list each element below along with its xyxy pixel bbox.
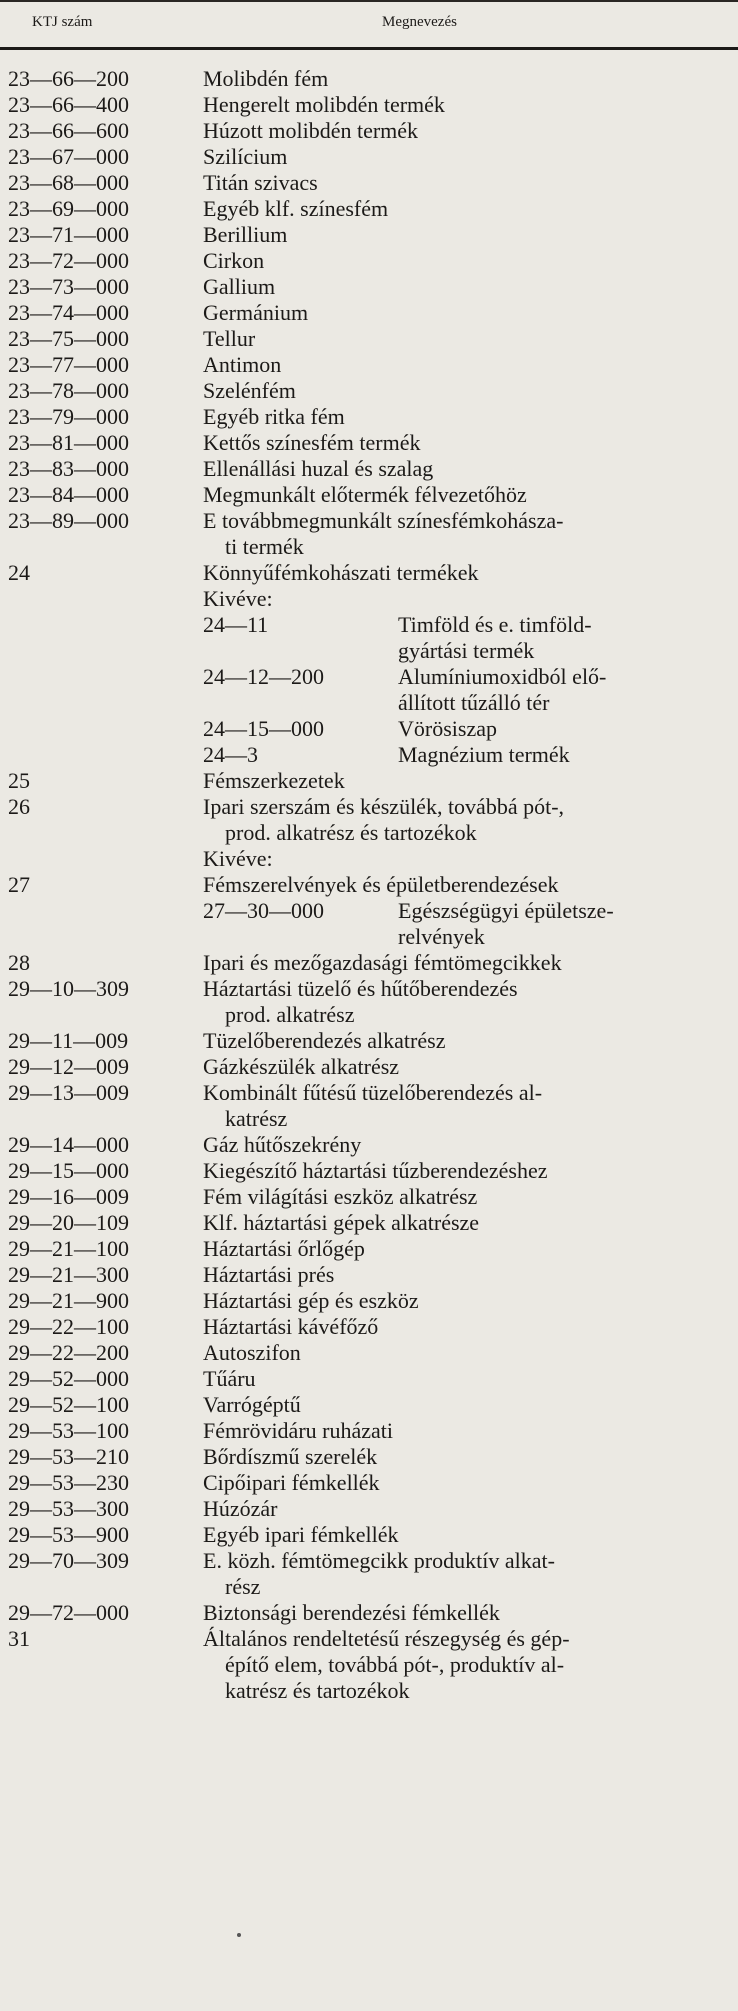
ktj-code: 29—52—000 [8,1366,129,1391]
item-name-line: rész [225,1574,261,1599]
header-code-column: KTJ szám [32,14,93,30]
item-name [203,846,703,872]
table-row [0,794,738,846]
item-name [203,326,703,352]
ktj-code: 23—75—000 [8,326,129,351]
item-name [203,378,703,404]
ktj-code: 23—66—600 [8,118,129,143]
item-name [203,456,703,482]
item-name [203,1600,703,1626]
table-row [0,1288,738,1314]
item-name-line: Egyéb klf. színesfém [203,196,389,221]
item-name [203,1548,703,1600]
item-name [203,508,703,560]
table-row [0,118,738,144]
table-row [0,196,738,222]
item-name [398,612,703,664]
item-name-line: állított tűzálló tér [398,690,550,715]
item-name-line: Gázkészülék alkatrész [203,1054,400,1079]
ktj-code: 23—81—000 [8,430,129,455]
item-name-line: E. közh. fémtömegcikk produktív alkat- [203,1548,555,1573]
ktj-code: 24—15—000 [203,716,324,741]
item-name-line: Antimon [203,352,282,377]
table-row [0,404,738,430]
item-name [203,1028,703,1054]
ktj-code: 23—68—000 [8,170,129,195]
item-name [203,1366,703,1392]
ktj-code: 29—15—000 [8,1158,129,1183]
item-name [203,482,703,508]
table-row [0,352,738,378]
item-name-line: Cirkon [203,248,265,273]
item-name [203,300,703,326]
ktj-code: 24—12—200 [203,664,324,689]
item-name [203,222,703,248]
ktj-code: 23—84—000 [8,482,129,507]
table-row [0,222,738,248]
table-row [0,1470,738,1496]
item-name-line: Alumíniumoxidból elő- [398,664,607,689]
item-name [203,1210,703,1236]
item-name-line: Általános rendeltetésű részegység és gép- [203,1626,570,1651]
item-name-line: Kombinált fűtésű tüzelőberendezés al- [203,1080,543,1105]
item-name-line: Kiegészítő háztartási tűzberendezéshez [203,1158,548,1183]
item-name-line: Ipari szerszám és készülék, továbbá pót-, [203,794,565,819]
item-name [203,1184,703,1210]
table-row [0,1496,738,1522]
table-row [0,586,738,612]
table-row [0,482,738,508]
table-row [0,1236,738,1262]
table-row [0,1132,738,1158]
ktj-code: 23—72—000 [8,248,129,273]
item-name-line: Szelénfém [203,378,296,403]
table-row [0,378,738,404]
item-name-line: katrész [225,1106,288,1131]
ktj-code: 26 [8,794,30,819]
item-name-line: Háztartási prés [203,1262,335,1287]
item-name-line: Egészségügyi épületsze- [398,898,614,923]
ktj-code: 23—74—000 [8,300,129,325]
item-name-line: Kivéve: [203,846,273,871]
ktj-code: 23—73—000 [8,274,129,299]
ktj-code: 29—21—100 [8,1236,129,1261]
ktj-code: 29—16—009 [8,1184,129,1209]
item-name-line: Egyéb ipari fémkellék [203,1522,399,1547]
item-name [203,196,703,222]
table-row [0,1366,738,1392]
item-name [203,560,703,586]
item-name [203,1132,703,1158]
ktj-code: 29—14—000 [8,1132,129,1157]
item-name [398,898,703,950]
table-row [0,1262,738,1288]
item-name [203,1496,703,1522]
item-name [203,170,703,196]
item-name-line: Kettős színesfém termék [203,430,421,455]
ktj-code: 29—21—300 [8,1262,129,1287]
table-row [0,248,738,274]
item-name-line: Háztartási gép és eszköz [203,1288,419,1313]
item-name-line: Germánium [203,300,309,325]
table-row [0,170,738,196]
table-row [0,976,738,1028]
table-row [0,274,738,300]
item-name-line: Megmunkált előtermék félvezetőhöz [203,482,527,507]
item-name-line: Egyéb ritka fém [203,404,345,429]
item-name-line: Titán szivacs [203,170,318,195]
item-name [203,1288,703,1314]
item-name-line: Hengerelt molibdén termék [203,92,445,117]
item-name-line: építő elem, továbbá pót-, produktív al- [225,1652,565,1677]
table-row [0,1210,738,1236]
ktj-code: 29—22—100 [8,1314,129,1339]
ktj-code: 29—53—900 [8,1522,129,1547]
ktj-code: 29—12—009 [8,1054,129,1079]
ktj-code: 23—79—000 [8,404,129,429]
ktj-code: 23—78—000 [8,378,129,403]
ktj-code: 24—3 [203,742,258,767]
item-name-line: Háztartási tüzelő és hűtőberendezés [203,976,518,1001]
ktj-code: 27—30—000 [203,898,324,923]
table-row [0,1626,738,1704]
ktj-code: 29—52—100 [8,1392,129,1417]
exception-row [0,898,738,950]
item-name-line: Ellenállási huzal és szalag [203,456,434,481]
item-name-line: Kivéve: [203,586,273,611]
item-name [203,768,703,794]
item-name-line: Timföld és e. timföld- [398,612,592,637]
item-name [203,1418,703,1444]
ktj-code: 24 [8,560,30,585]
item-name-line: Fémszerelvények és épületberendezések [203,872,559,897]
ktj-code: 29—53—230 [8,1470,129,1495]
item-name-line: prod. alkatrész [225,1002,355,1027]
table-row [0,950,738,976]
item-name [203,794,703,846]
ktj-code: 29—53—210 [8,1444,129,1469]
page-speck [237,1933,241,1937]
item-name-line: Fémrövidáru ruházati [203,1418,393,1443]
item-name [203,1236,703,1262]
item-name-line: Biztonsági berendezési fémkellék [203,1600,500,1625]
table-row [0,92,738,118]
item-name [203,248,703,274]
item-name [398,742,703,768]
ktj-code: 23—67—000 [8,144,129,169]
ktj-code: 23—89—000 [8,508,129,533]
table-row [0,1600,738,1626]
item-name [398,664,703,716]
item-name-line: Gallium [203,274,276,299]
ktj-code: 27 [8,872,30,897]
item-name-line: Molibdén fém [203,66,329,91]
table-row [0,508,738,560]
table-row [0,1444,738,1470]
item-name [203,1314,703,1340]
header-name-column: Megnevezés [382,14,457,30]
item-name [203,950,703,976]
ktj-code: 23—71—000 [8,222,129,247]
header-rule [0,47,738,50]
item-name-line: ti termék [225,534,304,559]
item-name [203,274,703,300]
item-name-line: gyártási termék [398,638,535,663]
ktj-code: 24—11 [203,612,269,637]
item-name-line: Autoszifon [203,1340,301,1365]
table-row [0,144,738,170]
item-name-line: Magnézium termék [398,742,570,767]
item-name [203,1392,703,1418]
item-name [203,1080,703,1132]
table-row [0,66,738,92]
item-name-line: Varrógéptű [203,1392,301,1417]
exception-row [0,612,738,664]
table-row [0,1418,738,1444]
item-name [203,1340,703,1366]
item-name [203,92,703,118]
item-name [203,1444,703,1470]
item-name-line: E továbbmegmunkált színesfémkohásza- [203,508,564,533]
top-border [0,0,738,2]
ktj-code: 29—53—100 [8,1418,129,1443]
item-name-line: Tüzelőberendezés alkatrész [203,1028,446,1053]
item-name [203,1262,703,1288]
item-name-line: Vörösiszap [398,716,497,741]
ktj-code: 31 [8,1626,30,1651]
item-name-line: Húzott molibdén termék [203,118,419,143]
item-name-line: Klf. háztartási gépek alkatrésze [203,1210,480,1235]
table-row [0,430,738,456]
item-name [203,1470,703,1496]
ktj-code: 29—20—109 [8,1210,129,1235]
table-row [0,1314,738,1340]
item-name-line: Gáz hűtőszekrény [203,1132,362,1157]
table-row [0,300,738,326]
item-name [203,66,703,92]
item-name-line: Szilícium [203,144,288,169]
ktj-code: 28 [8,950,30,975]
exception-row [0,664,738,716]
item-name-line: Háztartási kávéfőző [203,1314,379,1339]
table-row [0,456,738,482]
table-row [0,1028,738,1054]
exception-row [0,742,738,768]
table-row [0,768,738,794]
item-name-line: Ipari és mezőgazdasági fémtömegcikkek [203,950,562,975]
item-name-line: Cipőipari fémkellék [203,1470,380,1495]
item-name [203,1626,703,1704]
item-name [203,1158,703,1184]
item-name [203,352,703,378]
item-name-line: Bőrdíszmű szerelék [203,1444,378,1469]
item-name [203,404,703,430]
table-row [0,1158,738,1184]
table-header [0,12,738,42]
item-name [203,118,703,144]
item-name [203,1522,703,1548]
table-body [0,66,738,1704]
table-row [0,1522,738,1548]
item-name-line: Tellur [203,326,256,351]
ktj-code: 29—53—300 [8,1496,129,1521]
table-row [0,872,738,898]
table-row [0,560,738,586]
exception-row [0,716,738,742]
item-name [203,1054,703,1080]
table-row [0,1054,738,1080]
ktj-code: 25 [8,768,30,793]
item-name [398,716,703,742]
ktj-code: 23—69—000 [8,196,129,221]
item-name [203,872,703,898]
table-row [0,1340,738,1366]
item-name-line: katrész és tartozékok [225,1678,410,1703]
ktj-code: 23—83—000 [8,456,129,481]
ktj-code: 29—11—009 [8,1028,129,1053]
ktj-code: 29—22—200 [8,1340,129,1365]
table-row [0,846,738,872]
item-name [203,430,703,456]
table-row [0,1184,738,1210]
item-name-line: Berillium [203,222,288,247]
item-name-line: relvények [398,924,485,949]
item-name [203,144,703,170]
item-name-line: Könnyűfémkohászati termékek [203,560,479,585]
item-name [203,976,703,1028]
item-name-line: Háztartási őrlőgép [203,1236,365,1261]
item-name-line: Fém világítási eszköz alkatrész [203,1184,478,1209]
ktj-code: 23—66—400 [8,92,129,117]
ktj-code: 29—70—309 [8,1548,129,1573]
table-row [0,1548,738,1600]
ktj-code: 29—21—900 [8,1288,129,1313]
table-row [0,326,738,352]
ktj-code: 29—10—309 [8,976,129,1001]
item-name-line: Fémszerkezetek [203,768,345,793]
ktj-code: 23—66—200 [8,66,129,91]
item-name [203,586,703,612]
item-name-line: Tűáru [203,1366,256,1391]
table-row [0,1080,738,1132]
ktj-code: 23—77—000 [8,352,129,377]
item-name-line: Húzózár [203,1496,278,1521]
item-name-line: prod. alkatrész és tartozékok [225,820,477,845]
table-row [0,1392,738,1418]
ktj-code: 29—72—000 [8,1600,129,1625]
ktj-code: 29—13—009 [8,1080,129,1105]
